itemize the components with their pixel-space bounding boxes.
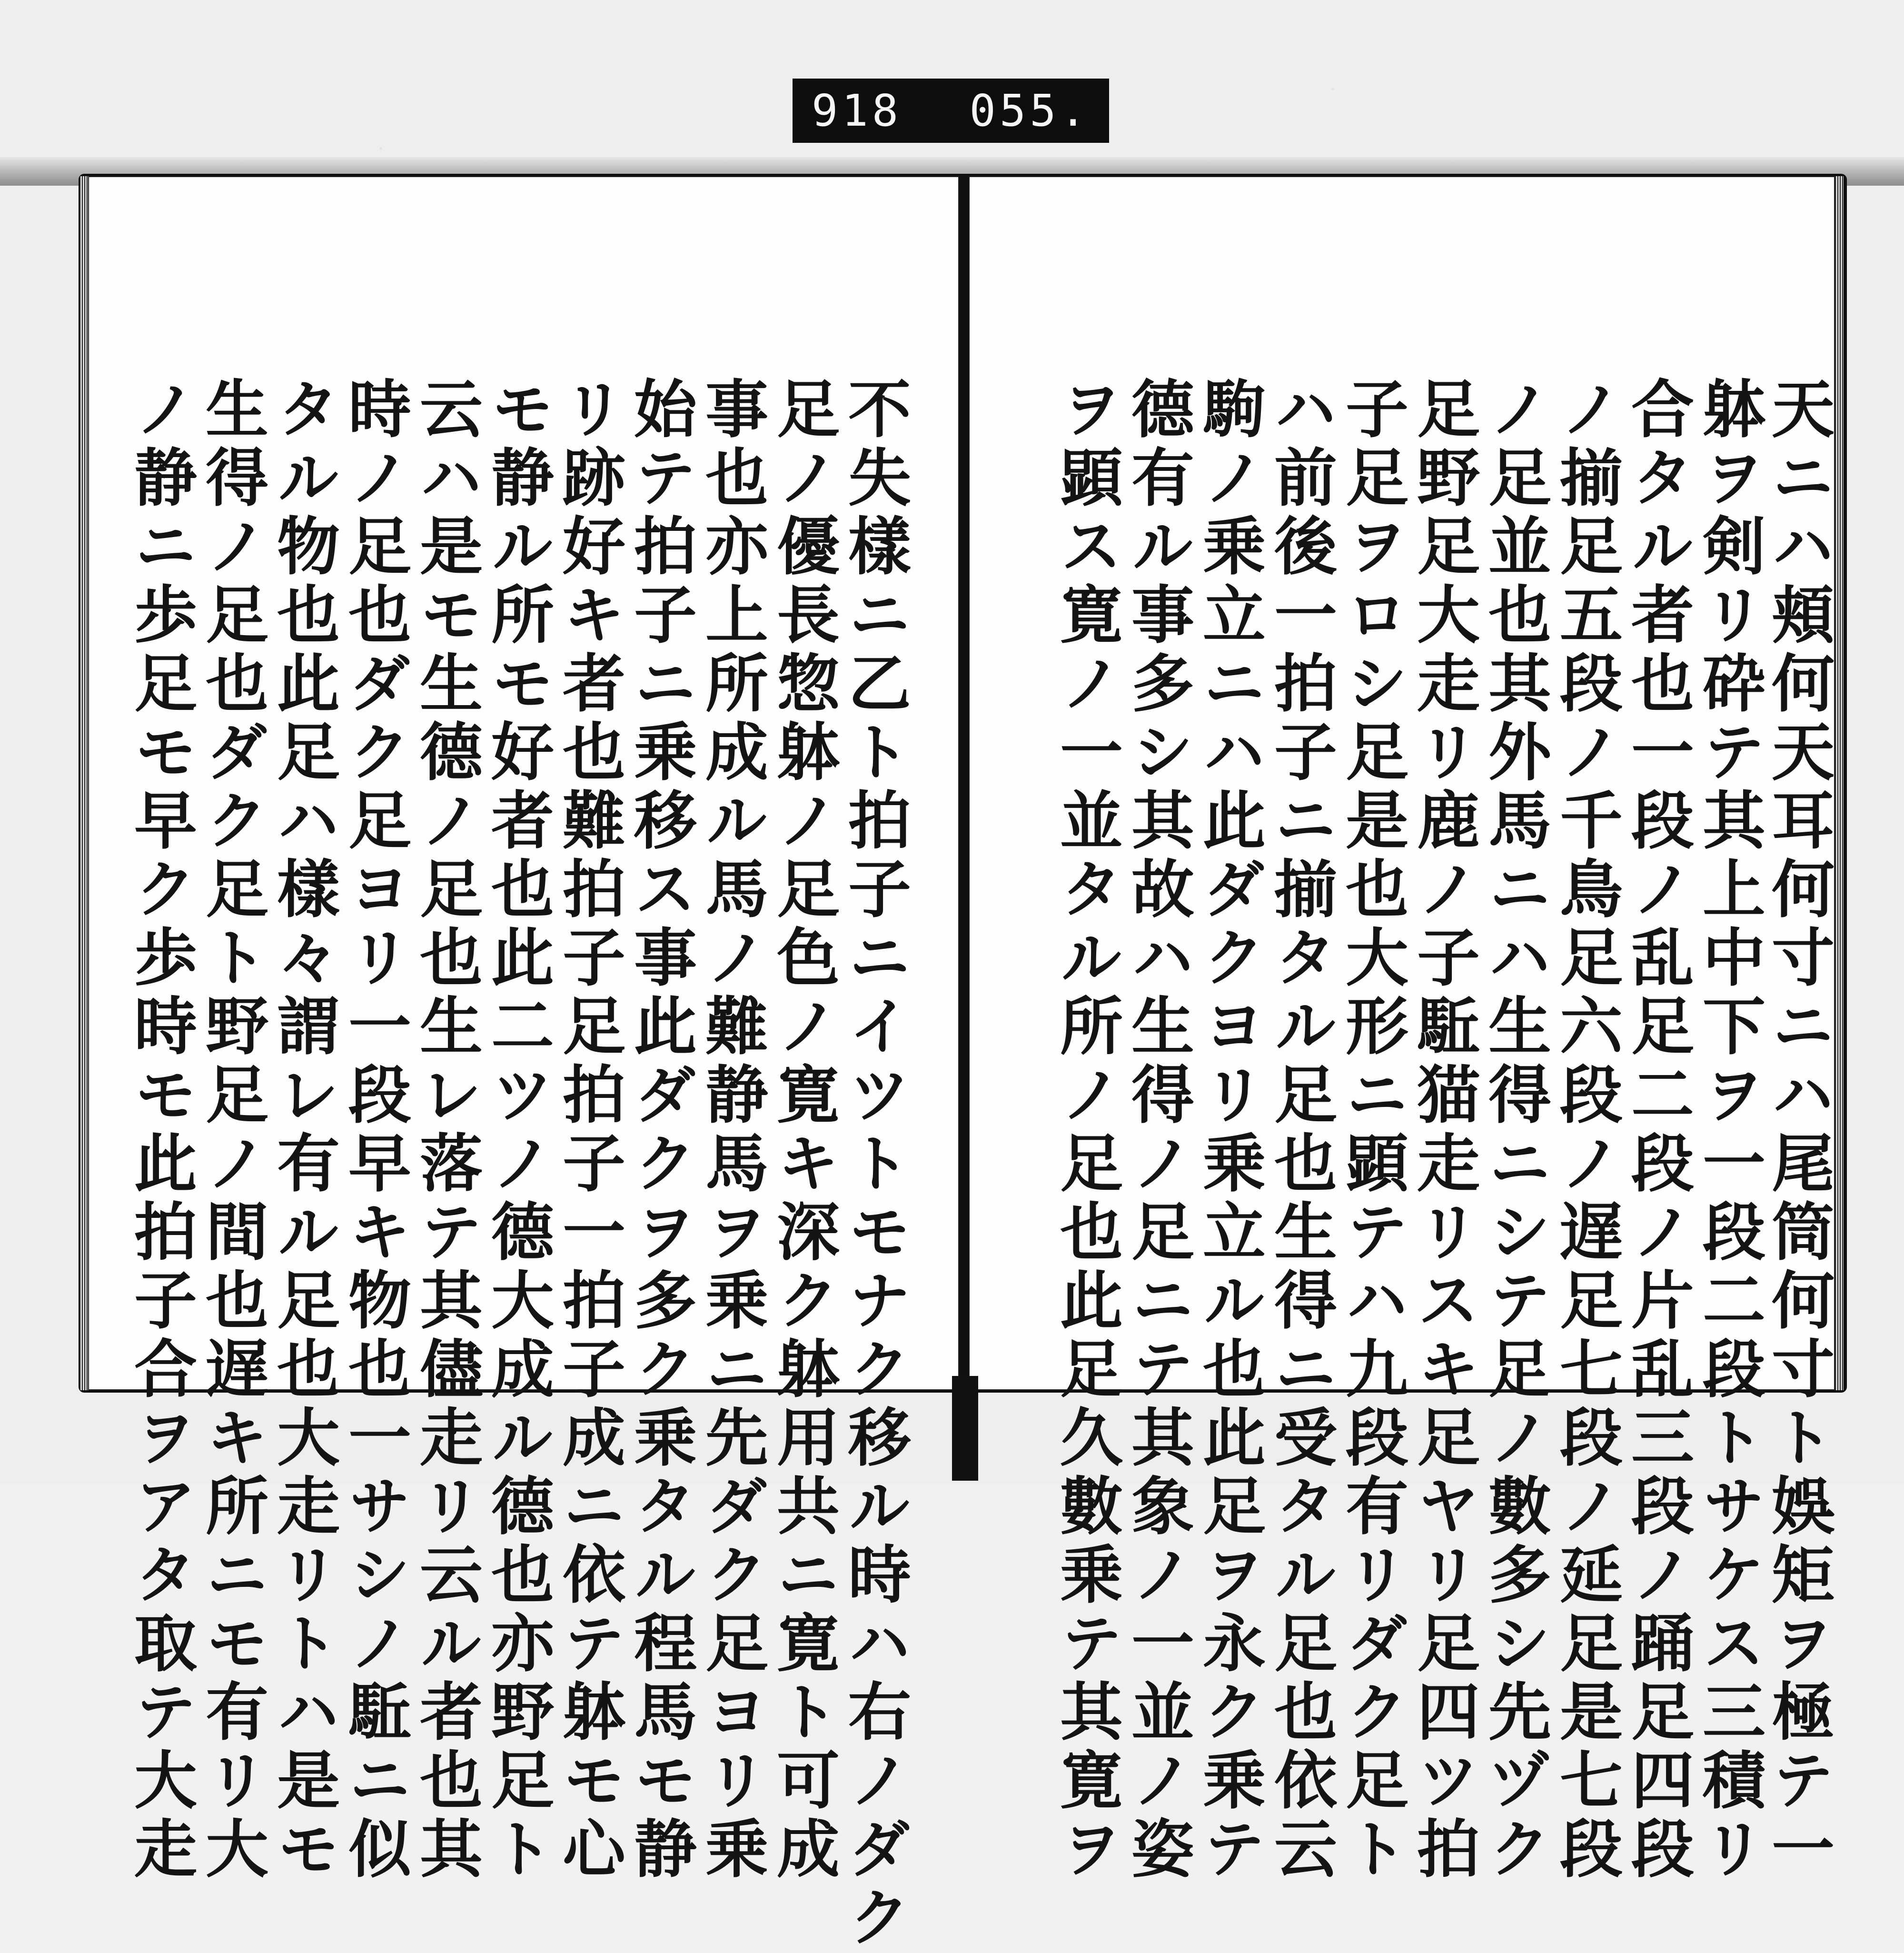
right-page-column-4: ノ揃足五段ノ千鳥足六段ノ遅足七段ノ延足是七段	[1549, 376, 1623, 1884]
right-page-column-5: ノ足並也其外馬ニハ生得ニシテ足ノ數多シ先ヅク	[1478, 376, 1551, 1884]
right-page-edges	[1835, 176, 1844, 1390]
left-page-column-10: 生得ノ足也ダク足ト野足ノ間也遅キ所ニモ有リ大	[195, 376, 268, 1884]
left-page-column-11: ノ静ニ歩足モ早ク歩時モ此拍子合ヲアタ取テ大走	[123, 376, 197, 1884]
left-page-column-3: 事也亦上所成ル馬ノ難静馬ヲ乗ニ先ダク足ヨリ乗	[694, 376, 768, 1884]
right-page-column-11: ヲ顕ス寛ノ一並タル所ノ足也此足久數乗テ其寛ヲ	[1049, 376, 1123, 1884]
left-page-column-5: リ跡好キ者也難拍子足拍子一拍子成ニ依テ躰モ心	[552, 376, 625, 1884]
right-page-column-3: 合タル者也一段ノ乱足二段ノ片乱三段ノ踊足四段	[1620, 376, 1694, 1884]
right-page-column-10: 德有ル事多シ其故ハ生得ノ足ニテ其象ノ一並ノ姿	[1121, 376, 1194, 1884]
right-page-column-1: 天ニハ頬何天耳何寸ニハ尾筒何寸ト娛矩ヲ極テ一	[1761, 376, 1835, 1884]
right-page-column-9: 駒ノ乗立ニハ此ダクヨリ乗立ル也此足ヲ永ク乗テ	[1192, 376, 1266, 1884]
right-page-column-6: 足野足大走リ鹿ノ子駈猫走リスキ足ヤリ足四ツ拍	[1406, 376, 1480, 1884]
left-page-column-1: 不失樣ニ乙ト拍子ニイツトモナク移ル時ハ右ノダク	[837, 376, 911, 1953]
reference-number-right: 055.	[969, 85, 1090, 136]
right-page-column-2: 躰ヲ剣リ砕テ其上中下ヲ一段二段トサケス三積リ	[1692, 376, 1765, 1884]
left-page-column-9: タル物也此足ハ樣々謂レ有ル足也大走リトハ是モ	[266, 376, 340, 1884]
left-page-column-6: モ静ル所モ好者也此二ツノ德大成ル德也亦野足ト	[480, 376, 554, 1884]
left-page-column-7: 云ハ是モ生德ノ足也生レ落テ其儘走リ云ル者也其	[409, 376, 483, 1884]
reference-number-left: 918	[812, 85, 902, 136]
book-spine	[952, 1376, 978, 1481]
right-page-column-8: ハ前後一拍子ニ揃タル足也生得ニ受タル足也依云	[1263, 376, 1337, 1884]
left-page-edges	[79, 176, 88, 1390]
left-page-column-4: 始テ拍子ニ乗移ス事此ダクヲ多ク乗タル程馬モ静	[623, 376, 697, 1884]
right-page-column-7: 子足ヲロシ足是也大形ニ顕テハ九段有リダク足ト	[1335, 376, 1408, 1884]
left-page-column-8: 時ノ足也ダク足ヨリ一段早キ物也一サシノ駈ニ似	[337, 376, 411, 1884]
reference-number-label	[793, 79, 1109, 143]
left-page-column-2: 足ノ優長惣躰ノ足色ノ寛キ深ク躰用共ニ寛ト可成	[766, 376, 840, 1884]
